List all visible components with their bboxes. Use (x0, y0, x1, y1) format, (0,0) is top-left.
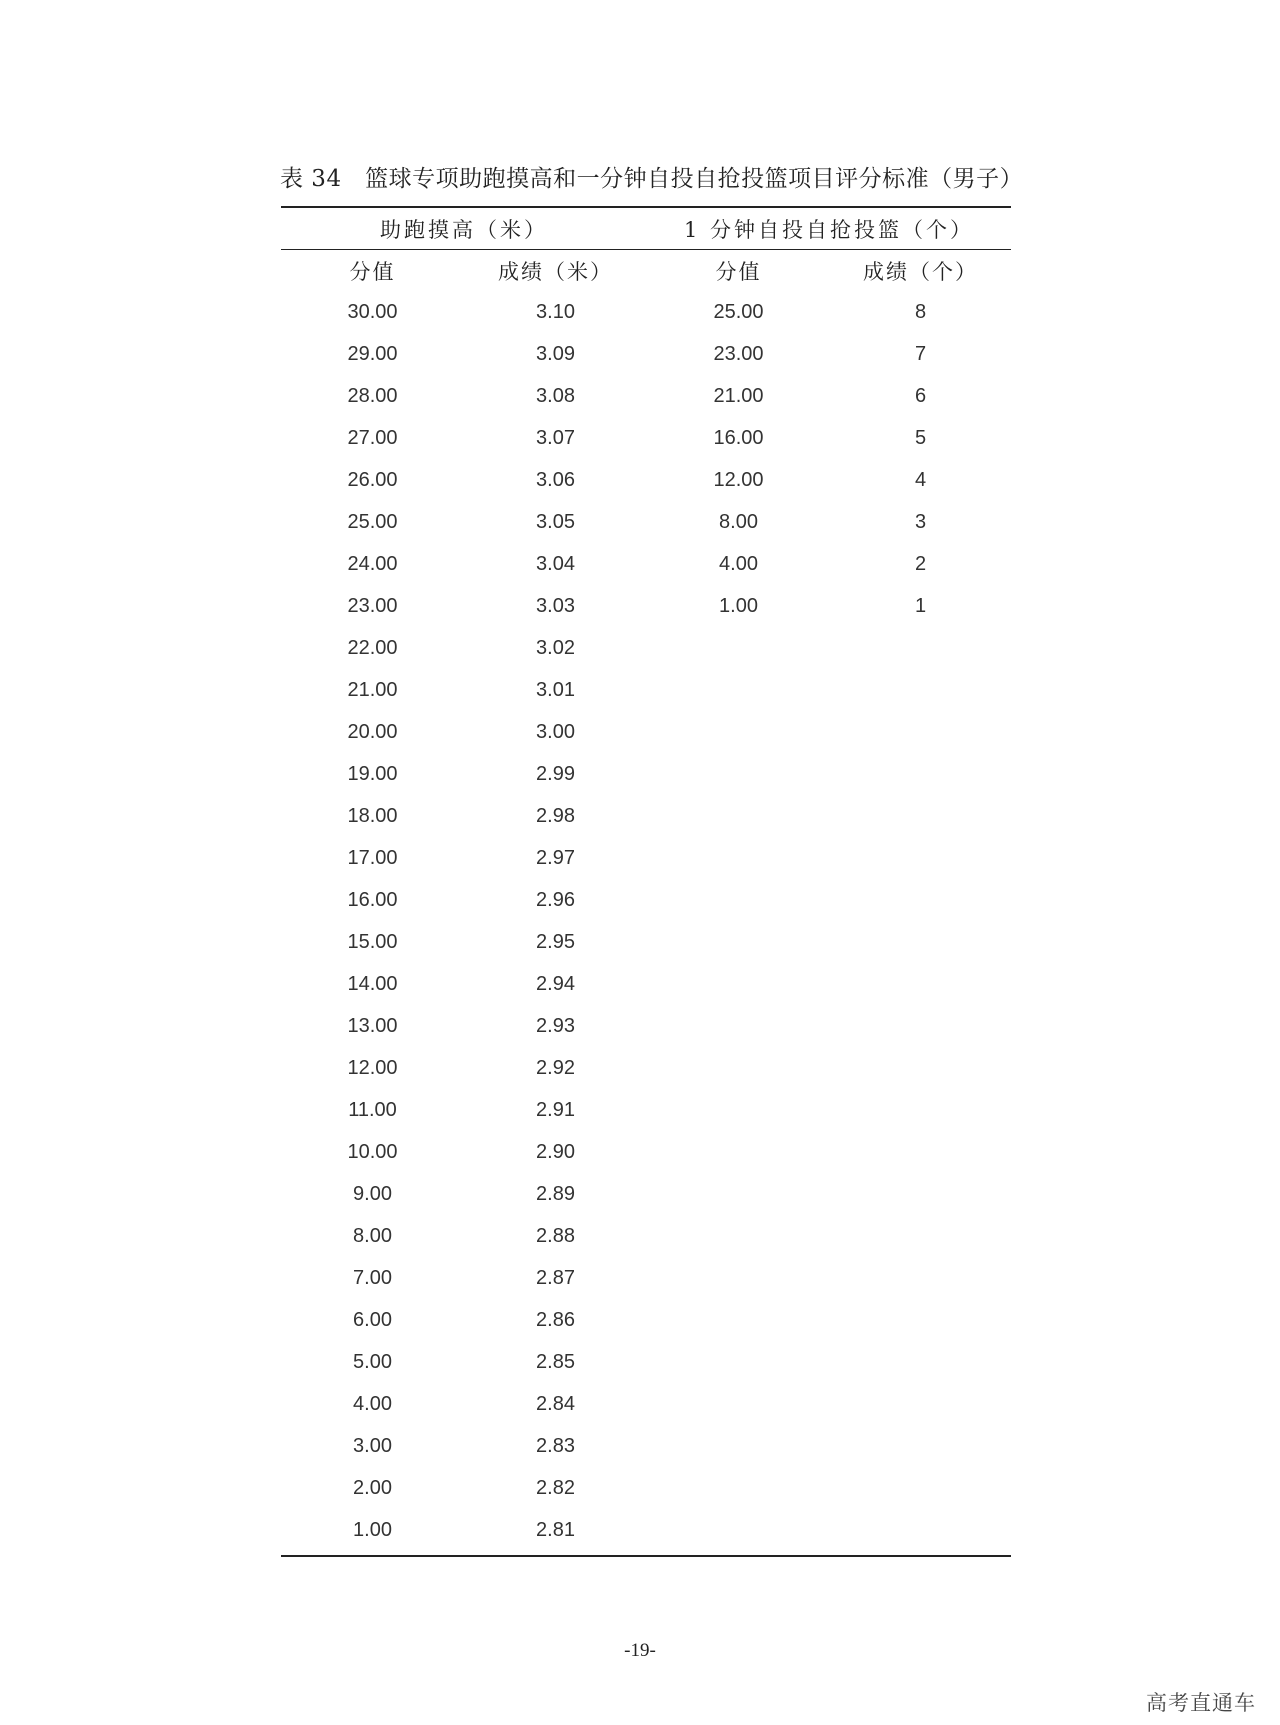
shooting-score-cell (647, 1467, 830, 1509)
shooting-score-cell: 25.00 (713, 300, 764, 323)
shooting-result-cell (830, 1341, 1011, 1383)
touch-height-score-cell: 20.00 (347, 720, 398, 743)
sub-header-result-count: 成绩（个） (863, 259, 978, 284)
shooting-result-cell (830, 1005, 1011, 1047)
shooting-result-cell (830, 837, 1011, 879)
touch-height-score-cell: 14.00 (347, 972, 398, 995)
table-row (281, 963, 1011, 1005)
watermark: 高考直通车 (1146, 1691, 1256, 1715)
shooting-result-cell (830, 1089, 1011, 1131)
shooting-score-cell (647, 1509, 830, 1556)
touch-height-score-cell: 30.00 (347, 300, 398, 323)
touch-height-score-cell: 8.00 (353, 1224, 392, 1247)
touch-height-result-cell: 2.97 (536, 846, 575, 869)
shooting-score-cell (647, 1383, 830, 1425)
shooting-result-cell (830, 1173, 1011, 1215)
table-row (281, 837, 1011, 879)
shooting-result-cell (830, 753, 1011, 795)
shooting-result-cell: 6 (914, 384, 927, 407)
touch-height-result-cell: 2.89 (536, 1182, 575, 1205)
touch-height-score-cell: 7.00 (353, 1266, 392, 1289)
touch-height-score-cell: 1.00 (353, 1518, 392, 1541)
table-body (281, 291, 1011, 1556)
touch-height-result-cell: 2.93 (536, 1014, 575, 1037)
table-row (281, 291, 1011, 333)
table-row (281, 375, 1011, 417)
table-row (281, 1089, 1011, 1131)
touch-height-result-cell: 3.00 (536, 720, 575, 743)
page-number: -19- (624, 1640, 656, 1661)
table-row (281, 585, 1011, 627)
touch-height-score-cell: 12.00 (347, 1056, 398, 1079)
shooting-score-cell (647, 1425, 830, 1467)
table-row (281, 1173, 1011, 1215)
table-row (281, 711, 1011, 753)
shooting-result-cell (830, 963, 1011, 1005)
table-row (281, 1131, 1011, 1173)
touch-height-score-cell: 16.00 (347, 888, 398, 911)
group-header-one-minute-shooting: 1 分钟自投自抢投篮（个） (647, 207, 1011, 250)
table-row (281, 459, 1011, 501)
shooting-score-cell (647, 795, 830, 837)
table-row (281, 1509, 1011, 1556)
table-row (281, 1257, 1011, 1299)
touch-height-score-cell: 28.00 (347, 384, 398, 407)
touch-height-score-cell: 27.00 (347, 426, 398, 449)
shooting-score-cell: 16.00 (713, 426, 764, 449)
shooting-result-cell (830, 1131, 1011, 1173)
shooting-result-cell: 1 (914, 594, 927, 617)
touch-height-result-cell: 2.98 (536, 804, 575, 827)
sub-header-score-1: 分值 (349, 259, 396, 284)
shooting-result-cell: 2 (914, 552, 927, 575)
touch-height-result-cell: 2.90 (536, 1140, 575, 1163)
shooting-score-cell (647, 1005, 830, 1047)
touch-height-score-cell: 5.00 (353, 1350, 392, 1373)
shooting-result-cell (830, 1299, 1011, 1341)
touch-height-result-cell: 3.03 (536, 594, 575, 617)
shooting-score-cell (647, 627, 830, 669)
touch-height-result-cell: 3.06 (536, 468, 575, 491)
shooting-score-cell (647, 1131, 830, 1173)
shooting-score-cell (647, 1341, 830, 1383)
touch-height-score-cell: 21.00 (347, 678, 398, 701)
touch-height-score-cell: 4.00 (353, 1392, 392, 1415)
shooting-result-cell (830, 711, 1011, 753)
shooting-result-cell (830, 1509, 1011, 1556)
table-row (281, 1341, 1011, 1383)
sub-header-score-2: 分值 (715, 259, 762, 284)
touch-height-score-cell: 23.00 (347, 594, 398, 617)
score-table (281, 206, 1011, 1557)
touch-height-score-cell: 17.00 (347, 846, 398, 869)
touch-height-score-cell: 29.00 (347, 342, 398, 365)
shooting-result-cell: 7 (914, 342, 927, 365)
table-row (281, 1215, 1011, 1257)
touch-height-score-cell: 26.00 (347, 468, 398, 491)
touch-height-result-cell: 3.10 (536, 300, 575, 323)
touch-height-result-cell: 3.02 (536, 636, 575, 659)
table-row (281, 879, 1011, 921)
table-row (281, 753, 1011, 795)
touch-height-score-cell: 25.00 (347, 510, 398, 533)
touch-height-score-cell: 10.00 (347, 1140, 398, 1163)
shooting-score-cell (647, 1047, 830, 1089)
touch-height-result-cell: 2.87 (536, 1266, 575, 1289)
table-row (281, 795, 1011, 837)
shooting-result-cell (830, 1425, 1011, 1467)
touch-height-score-cell: 2.00 (353, 1476, 392, 1499)
table-row (281, 543, 1011, 585)
shooting-score-cell: 8.00 (719, 510, 758, 533)
shooting-score-cell (647, 1215, 830, 1257)
touch-height-score-cell: 15.00 (347, 930, 398, 953)
touch-height-result-cell: 2.91 (536, 1098, 575, 1121)
touch-height-result-cell: 3.08 (536, 384, 575, 407)
touch-height-result-cell: 3.09 (536, 342, 575, 365)
touch-height-result-cell: 2.83 (536, 1434, 575, 1457)
touch-height-result-cell: 2.82 (536, 1476, 575, 1499)
touch-height-result-cell: 2.84 (536, 1392, 575, 1415)
touch-height-score-cell: 11.00 (348, 1098, 397, 1121)
shooting-result-cell (830, 627, 1011, 669)
table-row (281, 1047, 1011, 1089)
shooting-score-cell (647, 1299, 830, 1341)
shooting-score-cell: 23.00 (713, 342, 764, 365)
shooting-score-cell (647, 879, 830, 921)
shooting-score-cell (647, 1257, 830, 1299)
touch-height-result-cell: 3.04 (536, 552, 575, 575)
touch-height-result-cell: 2.86 (536, 1308, 575, 1331)
touch-height-result-cell: 2.94 (536, 972, 575, 995)
table-row (281, 1383, 1011, 1425)
shooting-result-cell (830, 669, 1011, 711)
group-header-row (281, 207, 1011, 250)
table-row (281, 1467, 1011, 1509)
table-row (281, 501, 1011, 543)
shooting-result-cell: 4 (914, 468, 927, 491)
touch-height-result-cell: 3.07 (536, 426, 575, 449)
touch-height-result-cell: 2.88 (536, 1224, 575, 1247)
shooting-result-cell (830, 1215, 1011, 1257)
touch-height-score-cell: 22.00 (347, 636, 398, 659)
shooting-result-cell (830, 1257, 1011, 1299)
group-header-running-touch-height: 助跑摸高（米） (281, 207, 647, 250)
table-row (281, 669, 1011, 711)
shooting-score-cell (647, 1173, 830, 1215)
shooting-result-cell (830, 879, 1011, 921)
shooting-result-cell: 5 (914, 426, 927, 449)
shooting-result-cell (830, 1047, 1011, 1089)
shooting-result-cell: 3 (914, 510, 927, 533)
touch-height-score-cell: 24.00 (347, 552, 398, 575)
shooting-score-cell: 4.00 (719, 552, 758, 575)
touch-height-result-cell: 2.85 (536, 1350, 575, 1373)
shooting-score-cell (647, 669, 830, 711)
touch-height-result-cell: 3.01 (536, 678, 575, 701)
touch-height-score-cell: 13.00 (347, 1014, 398, 1037)
shooting-score-cell (647, 963, 830, 1005)
score-table-container (281, 206, 1011, 1557)
table-row (281, 627, 1011, 669)
shooting-score-cell: 12.00 (713, 468, 764, 491)
table-row (281, 333, 1011, 375)
touch-height-score-cell: 6.00 (353, 1308, 392, 1331)
shooting-score-cell (647, 921, 830, 963)
sub-header-result-meters: 成绩（米） (498, 259, 613, 284)
touch-height-result-cell: 2.81 (536, 1518, 575, 1541)
touch-height-result-cell: 2.96 (536, 888, 575, 911)
shooting-score-cell: 1.00 (719, 594, 758, 617)
table-row (281, 1299, 1011, 1341)
shooting-score-cell (647, 753, 830, 795)
shooting-score-cell (647, 711, 830, 753)
shooting-result-cell (830, 795, 1011, 837)
touch-height-result-cell: 2.95 (536, 930, 575, 953)
touch-height-result-cell: 3.05 (536, 510, 575, 533)
sub-header-row (281, 250, 1011, 292)
shooting-result-cell (830, 1383, 1011, 1425)
shooting-score-cell (647, 1089, 830, 1131)
shooting-result-cell (830, 921, 1011, 963)
shooting-result-cell (830, 1467, 1011, 1509)
touch-height-score-cell: 9.00 (353, 1182, 392, 1205)
table-row (281, 921, 1011, 963)
shooting-score-cell: 21.00 (713, 384, 764, 407)
touch-height-score-cell: 19.00 (347, 762, 398, 785)
table-row (281, 417, 1011, 459)
table-title: 表 34 篮球专项助跑摸高和一分钟自投自抢投篮项目评分标准（男子） (280, 166, 1024, 192)
table-row (281, 1425, 1011, 1467)
touch-height-score-cell: 18.00 (347, 804, 398, 827)
shooting-score-cell (647, 837, 830, 879)
touch-height-result-cell: 2.99 (536, 762, 575, 785)
shooting-result-cell: 8 (914, 300, 927, 323)
touch-height-score-cell: 3.00 (353, 1434, 392, 1457)
table-row (281, 1005, 1011, 1047)
touch-height-result-cell: 2.92 (536, 1056, 575, 1079)
